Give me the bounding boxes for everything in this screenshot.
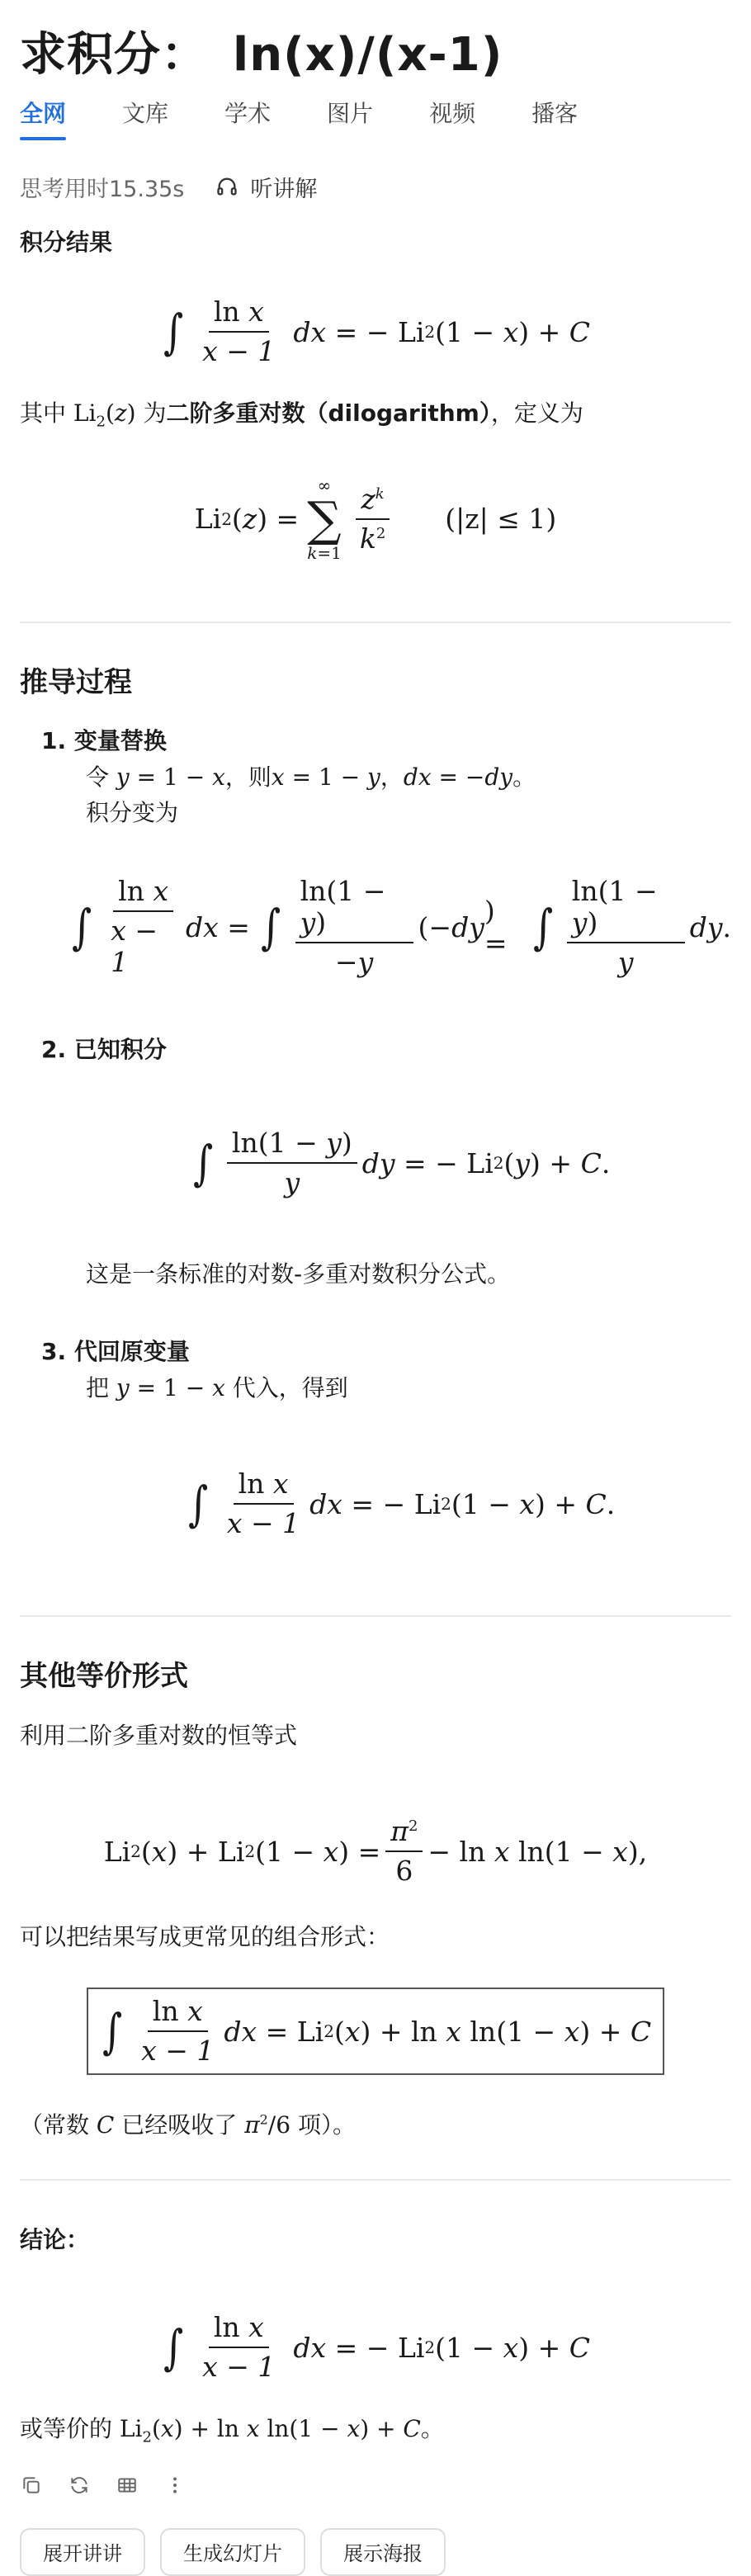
substitution-formula: ∫ $\frac{\text{ln x}}{x - 1}$ dx = ∫ $\frac{\ln(1 - y)}{-y}$ (− dy ) = ∫ $\frac{\ln(1 - y)}{y}$ dy .: [72, 875, 731, 979]
equivalent-heading: 其他等价形式: [20, 1660, 188, 1694]
follow-up-buttons: [20, 2528, 731, 2576]
result-heading: 积分结果: [20, 229, 113, 256]
step-3-title: 3. 代回原变量: [41, 1337, 190, 1365]
tab-podcast[interactable]: 播客: [531, 100, 579, 127]
source-tabs: [20, 91, 731, 145]
step-3-body: 把 y = 1 − x 代入，得到: [86, 1373, 348, 1401]
headphones-icon: [215, 175, 239, 198]
derivation-step-2: [20, 1032, 731, 1065]
expand-explain-button[interactable]: 展开讲讲: [20, 2528, 145, 2576]
tab-library[interactable]: 文库: [122, 100, 169, 127]
result-formula: ∫ $\frac{\text{ln x}}{x - 1}$ dx = − Li 2 (1 − x ) + C: [163, 295, 591, 367]
step-2-note-wrap: [20, 1256, 731, 1292]
derivation-steps: [20, 723, 731, 831]
listen-label: 听讲解: [250, 176, 318, 202]
boxed-result-wrap: [20, 1988, 731, 2075]
more-icon[interactable]: [163, 2474, 187, 2497]
conclusion-formula: ∫ $\frac{\text{ln x}}{x - 1}$ dx = − Li 2 (1 − x ) + C: [163, 2311, 591, 2384]
answer-meta: [20, 145, 731, 213]
conclusion-heading: 结论：: [20, 2226, 90, 2254]
question-title: [20, 0, 731, 91]
tab-video[interactable]: 视频: [429, 100, 476, 127]
section-divider: [20, 622, 731, 623]
tab-academic[interactable]: 学术: [224, 100, 272, 127]
derivation-step-3: [20, 1334, 731, 1406]
listen-button[interactable]: [215, 171, 317, 203]
convergence-condition: (|z| ≤ 1): [445, 503, 557, 536]
step-2-title: 2. 已知积分: [41, 1036, 167, 1064]
conclusion-alt: 或等价的 $Li_2(x) + \ln x$ ln(1 − x) + C。: [20, 2415, 444, 2446]
refresh-icon[interactable]: [68, 2474, 91, 2497]
derivation-heading: 推导过程: [20, 665, 132, 699]
table-icon[interactable]: [116, 2474, 139, 2497]
step-1-title: 1. 变量替换: [41, 726, 167, 754]
boxed-result-formula: ∫ $\frac{\text{ln x}}{x - 1}$ dx = Li 2 ( x ) + ln x ln(1 − x ) + C: [87, 1988, 664, 2075]
step-1-body: 令 y = 1 − x，则x = 1 − y，dx = −dy。 积分变为: [86, 763, 536, 826]
identity-intro: 利用二阶多重对数的恒等式: [20, 1722, 298, 1750]
dilog-identity-formula: Li 2 ( x ) + Li 2 (1 − x ) = $\frac{\pi^2}{6}$ − ln x ln(1 − x ),: [103, 1815, 648, 1888]
generate-slides-button[interactable]: 生成幻灯片: [160, 2528, 305, 2576]
show-poster-button[interactable]: 展示海报: [320, 2528, 446, 2576]
section-divider: [20, 2179, 731, 2181]
question-prefix: 求积分：: [20, 28, 208, 82]
combined-intro: 可以把结果写成更常见的组合形式：: [20, 1923, 390, 1951]
known-integral-formula: ∫ $\frac{\ln(1 - y)}{y}$ dy = − Li 2 ( y ) + C .: [192, 1127, 611, 1199]
tab-all[interactable]: 全网: [20, 96, 66, 140]
answer-actions: [20, 2460, 731, 2510]
question-expression: ln(x)/(x-1): [233, 28, 503, 82]
thinking-time: 思考用时15.35s: [20, 176, 185, 202]
dilog-definition-formula: Li 2 ( z ) = ∞ ∑ k=1 $\frac{z^k}{k^2}$ (|z| ≤ 1): [194, 475, 557, 563]
dilog-definition-text: 其中 $Li_2(z)$ 为二阶多重对数（dilogarithm），定义为: [20, 399, 583, 431]
back-substitution-formula: ∫ $\frac{\text{ln x}}{x - 1}$ dx = − Li 2 (1 − x ) + C .: [187, 1468, 616, 1540]
constant-note: （常数 C 已经吸收了 $\pi^2/6$ 项）。: [20, 2111, 356, 2139]
copy-icon[interactable]: [20, 2474, 43, 2497]
step-2-note: 这是一条标准的对数-多重对数积分公式。: [86, 1260, 511, 1288]
tab-images[interactable]: 图片: [327, 100, 374, 127]
section-divider: [20, 1615, 731, 1617]
